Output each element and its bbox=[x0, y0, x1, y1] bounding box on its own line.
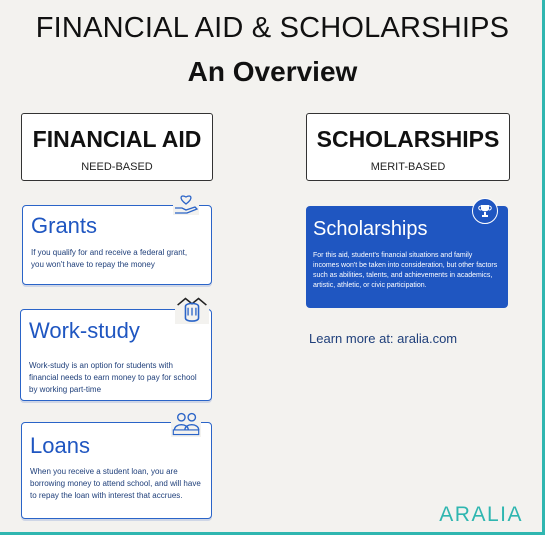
scholarships-subtitle: MERIT-BASED bbox=[370, 161, 446, 173]
scholarships-title: SCHOLARSHIPS bbox=[316, 126, 500, 152]
scholarships-card-description: For this aid, student's financial situations and family incomes won't be taken into consideration, but other factors such as abilities, talents, and achievements in academics, artistic, athletic, or civic participation. bbox=[313, 252, 498, 289]
loans-card bbox=[21, 422, 212, 519]
grants-card bbox=[22, 205, 212, 285]
scholarships-card-title: Scholarships bbox=[313, 218, 428, 240]
grants-title: Grants bbox=[31, 213, 98, 238]
aralia-logo: ARALIA bbox=[439, 503, 523, 526]
loans-title: Loans bbox=[30, 433, 90, 458]
heart-hand-icon bbox=[173, 193, 199, 215]
handshake-icon bbox=[175, 294, 209, 324]
work-study-card bbox=[20, 309, 212, 401]
page-title: FINANCIAL AID & SCHOLARSHIPS bbox=[35, 12, 510, 44]
work-study-title: Work-study bbox=[29, 318, 140, 343]
scholarships-card bbox=[306, 206, 508, 308]
work-study-description: Work-study is an option for students with financial needs to earn money to pay for school by working part-time bbox=[29, 361, 197, 394]
loans-description: When you receive a student loan, you are borrowing money to attend school, and will have to repay the loan with interest that accrues. bbox=[30, 467, 201, 500]
page-subtitle: An Overview bbox=[187, 56, 358, 87]
financial-aid-title: FINANCIAL AID bbox=[32, 126, 202, 152]
trophy-icon bbox=[473, 199, 497, 223]
financial-aid-header bbox=[21, 113, 213, 181]
trophy-badge bbox=[472, 198, 498, 224]
financial-aid-subtitle: NEED-BASED bbox=[81, 161, 153, 173]
learn-more-link[interactable]: Learn more at: aralia.com bbox=[309, 331, 458, 346]
scholarships-header bbox=[306, 113, 510, 181]
people-icon bbox=[171, 409, 201, 437]
grants-description: If you qualify for and receive a federal grant, you won't have to repay the money bbox=[31, 248, 188, 269]
